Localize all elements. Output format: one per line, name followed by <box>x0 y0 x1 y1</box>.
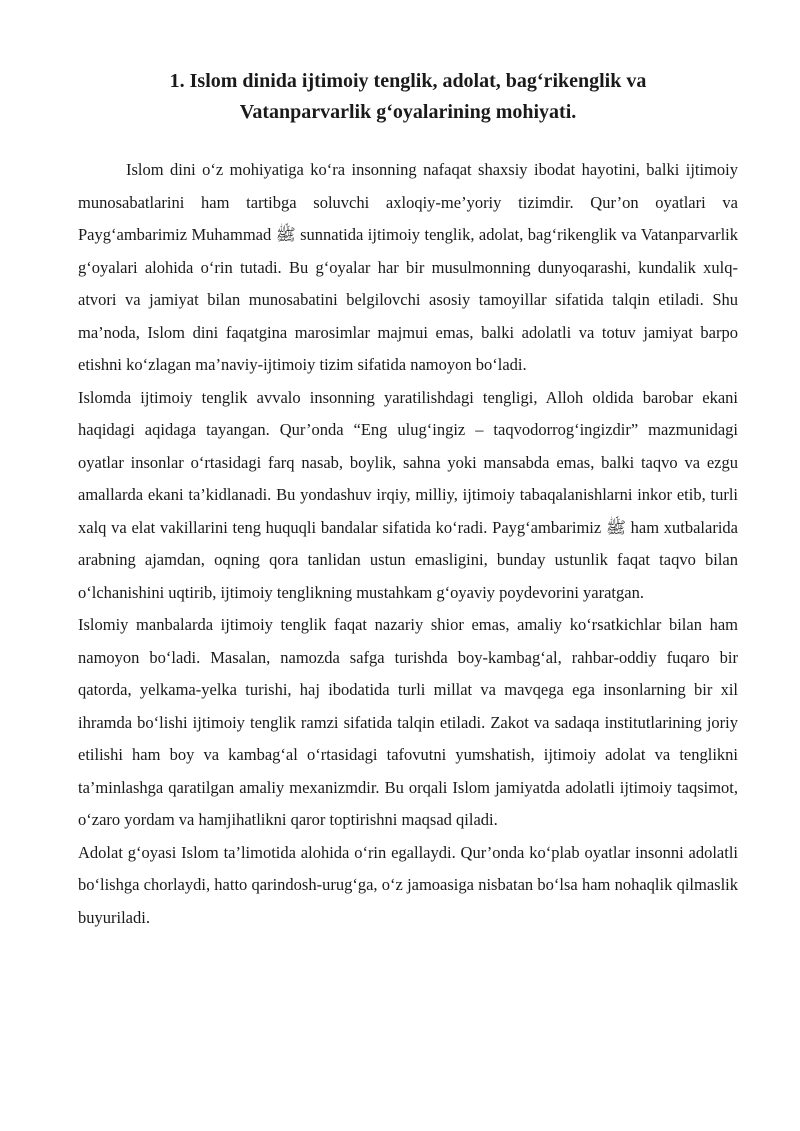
document-page <box>78 0 738 934</box>
paragraph: Islomiy manbalarda ijtimoiy tenglik faqat nazariy shior emas, amaliy ko‘rsatkichlar bilan ham namoyon bo‘ladi. Masalan, namozda safga turishda boy-kambag‘al, rahbar-oddiy fuqaro bir qatorda, yelkama-yelka turishi, haj ibodatida turli millat va mavqega ega insonlarning bir xil ihramda bo‘lishi ijtimoiy tenglik ramzi sifatida talqin etiladi. Zakot va sadaqa institutlarining joriy etilishi ham boy va kambag‘al o‘rtasidagi tafovutni yumshatish, ijtimoiy adolat va tenglikni ta’minlashga qaratilgan amaliy mexanizmdir. Bu orqali Islom jamiyatda adolatli ijtimoiy taqsimot, o‘zaro yordam va hamjihatlikni qaror toptirishni maqsad qiladi. <box>78 615 738 829</box>
page-title <box>78 66 738 128</box>
document-body <box>78 154 738 934</box>
title-line-1: 1. Islom dinida ijtimoiy tenglik, adolat, bag‘rikenglik va <box>169 70 647 92</box>
paragraph: Adolat g‘oyasi Islom ta’limotida alohida o‘rin egallaydi. Qur’onda ko‘plab oyatlar insonni adolatli bo‘lishga chorlaydi, hatto qarindosh-urug‘ga, o‘z jamoasiga nisbatan bo‘lsa ham nohaqlik qilmaslik buyuriladi. <box>78 842 738 927</box>
paragraph: Islom dini o‘z mohiyatiga ko‘ra insonning nafaqat shaxsiy ibodat hayotini, balki ijtimoiy munosabatlarini ham tartibga soluvchi axloqiy-me’yoriy tizimdir. Qur’on oyatlari va Payg‘ambarimiz Muhammad ﷺ sunnatida ijtimoiy tenglik, adolat, bag‘rikenglik va Vatanparvarlik g‘oyalari alohida o‘rin tutadi. Bu g‘oyalar har bir musulmonning dunyoqarashi, kundalik xulq-atvori va jamiyat bilan munosabatini belgilovchi asosiy tamoyillar sifatida talqin etiladi. Shu ma’noda, Islom dini faqatgina marosimlar majmui emas, balki adolatli va totuv jamiyat barpo etishni ko‘zlagan ma’naviy-ijtimoiy tizim sifatida namoyon bo‘ladi. <box>78 160 738 374</box>
title-line-2: Vatanparvarlik g‘oyalarining mohiyati. <box>239 101 577 123</box>
paragraph: Islomda ijtimoiy tenglik avvalo insonning yaratilishdagi tengligi, Alloh oldida barobar ekani haqidagi aqidaga tayangan. Qur’onda “Eng ulug‘ingiz – taqvodorrog‘ingizdir” mazmunidagi oyatlar insonlar o‘rtasidagi farq nasab, boylik, sahna yoki mansabda emas, balki taqvo va ezgu amallarda ekani ta’kidlanadi. Bu yondashuv irqiy, milliy, ijtimoiy tabaqalanishlarni inkor etib, turli xalq va elat vakillarini teng huquqli bandalar sifatida ko‘radi. Payg‘ambarimiz ﷺ ham xutbalarida arabning ajamdan, oqning qora tanlidan ustun emasligini, bunday ustunlik faqat taqvo bilan o‘lchanishini uqtirib, ijtimoiy tenglikning mustahkam g‘oyaviy poydevorini yaratgan. <box>78 387 738 602</box>
